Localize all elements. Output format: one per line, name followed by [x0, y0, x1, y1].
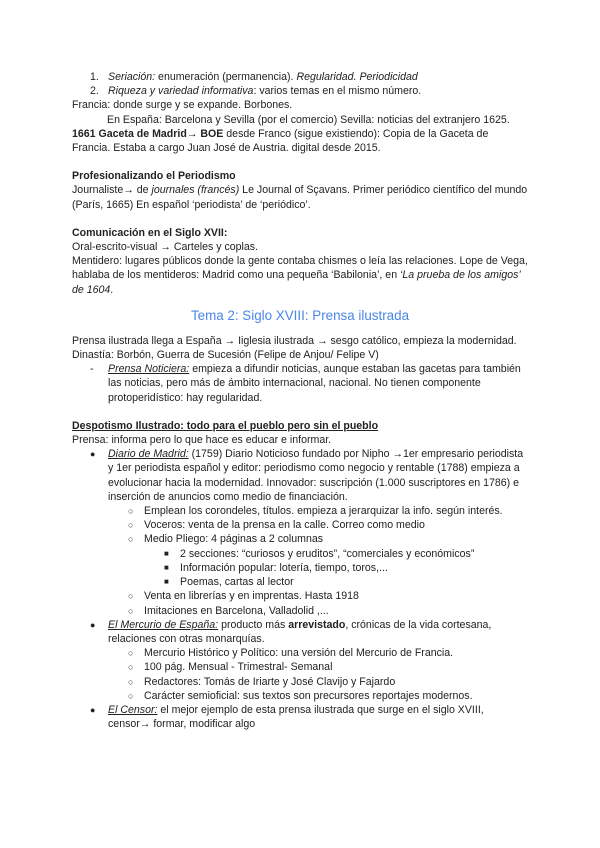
document-page	[72, 70, 528, 731]
text: Información popular: lotería, tiempo, toros,...	[180, 561, 388, 574]
term-prensa-noticiera: Prensa Noticiera:	[108, 363, 190, 376]
heading-profesionalizando: Profesionalizando el Periodismo	[72, 170, 236, 183]
sub-bullet	[72, 504, 528, 518]
text: Le Journal of Sçavans. Primer periódico científico del mundo (París, 1665) En español ‘periodista’ de ‘periódico’.	[72, 184, 528, 211]
term-riqueza: Riqueza y variedad informativa	[108, 85, 254, 98]
heading-comunicacion: Comunicación en el Siglo XVII:	[72, 226, 228, 239]
text: desde Franco (sigue existiendo): Copia de la Gaceta de Francia. Estaba a cargo Juan José de Austria. digital desde 2015.	[72, 127, 489, 155]
circle-bullet-icon: ○	[128, 591, 134, 602]
list-item	[72, 84, 528, 98]
term-diario-madrid: Diario de Madrid:	[108, 448, 189, 461]
boe: BOE	[200, 127, 224, 140]
bullet-dot-icon: ●	[90, 619, 96, 630]
text: Voceros: venta de la prensa en la calle. Correo como medio	[144, 519, 425, 532]
text: Journaliste→ de	[72, 184, 152, 197]
text: Poemas, cartas al lector	[180, 576, 294, 589]
circle-bullet-icon: ○	[128, 605, 134, 616]
bullet-censor	[72, 703, 528, 731]
circle-bullet-icon: ○	[128, 662, 134, 673]
text: el mejor ejemplo de esta prensa ilustrada que surge en el siglo XVIII, censor→ formar, modificar algo	[108, 703, 484, 731]
term-seriacion: Seriación:	[108, 71, 156, 83]
list-text: enumeración (permanencia).	[155, 71, 297, 83]
list-text: : varios temas en el mismo número.	[253, 85, 422, 98]
paragraph-espana	[72, 113, 528, 156]
text: Mentidero: lugares públicos donde la gente contaba chismes o leía las relaciones. Lope de Vega, hablaba de los mentideros: Madrid como una pequeña ‘Babilonia’, en	[72, 255, 528, 282]
paragraph-francia: Francia: donde surge y se expande. Borbones.	[72, 99, 293, 112]
sub-sub-bullet	[72, 575, 528, 589]
italic-text: ‘La prueba de los amigos’ de 1604	[72, 269, 521, 296]
text: Venta en librerías y en imprentas. Hasta 1918	[144, 590, 359, 603]
section-title: Tema 2: Siglo XVIII: Prensa ilustrada	[190, 307, 410, 323]
text: Mercurio Histórico y Político: una versión del Mercurio de Francia.	[144, 647, 454, 660]
heading-despotismo: Despotismo Ilustrado: todo para el pueblo pero sin el pueblo	[72, 419, 379, 432]
bullet-dot-icon: ●	[90, 704, 96, 715]
italic-text: journales (francés)	[151, 184, 240, 197]
bullet-diario-madrid	[72, 447, 528, 504]
paragraph-oral: Oral-escrito-visual → Carteles y coplas.	[72, 241, 259, 254]
paragraph-journaliste	[72, 183, 528, 211]
sub-bullet	[72, 689, 528, 703]
term-censor: El Censor:	[108, 703, 158, 716]
list-item	[72, 70, 528, 84]
bullet-mercurio	[72, 618, 528, 646]
text: Carácter semioficial: sus textos son precursores reportajes modernos.	[144, 689, 473, 702]
text: Medio Pliego: 4 páginas a 2 columnas	[144, 533, 324, 546]
sub-bullet	[72, 589, 528, 603]
paragraph-prensa-ilustrada: Prensa ilustrada llega a España → Iiglesia ilustrada → sesgo católico, empieza la modernidad. Dinastía: Borbón, Guerra de Sucesión (Felipe de Anjou/ Felipe V)	[72, 334, 517, 362]
text: , crónicas de la vida cortesana, relaciones con otras monarquías.	[108, 618, 492, 645]
dash-list-item	[72, 362, 528, 405]
sub-sub-bullet	[72, 561, 528, 575]
circle-bullet-icon: ○	[128, 648, 134, 659]
circle-bullet-icon: ○	[128, 690, 134, 701]
square-bullet-icon: ■	[164, 562, 169, 572]
sub-sub-bullet	[72, 547, 528, 561]
circle-bullet-icon: ○	[128, 520, 134, 531]
circle-bullet-icon: ○	[128, 534, 134, 545]
text: 2 secciones: “curiosos y eruditos”, “comerciales y económicos”	[180, 547, 475, 560]
square-bullet-icon: ■	[164, 548, 169, 558]
sub-bullet	[72, 675, 528, 689]
text: Imitaciones en Barcelona, Valladolid ,...	[144, 604, 329, 617]
sub-bullet	[72, 532, 528, 546]
list-number: 2.	[90, 85, 99, 98]
dash-marker: -	[90, 363, 94, 376]
gaceta-madrid: 1661 Gaceta de Madrid	[72, 127, 187, 140]
term-mercurio: El Mercurio de España:	[108, 618, 219, 631]
text: 100 pág. Mensual - Trimestral- Semanal	[144, 661, 333, 674]
circle-bullet-icon: ○	[128, 676, 134, 687]
paragraph-prensa-informa: Prensa: informa pero lo que hace es educar e informar.	[72, 434, 332, 447]
text: producto más	[218, 618, 289, 631]
bullet-dot-icon: ●	[90, 449, 96, 460]
text: .	[110, 283, 114, 296]
list-number: 1.	[90, 71, 99, 83]
sub-bullet	[72, 604, 528, 618]
bold-text: arrevistado	[288, 618, 346, 631]
sub-bullet	[72, 646, 528, 660]
paragraph-mentidero	[72, 254, 528, 297]
sub-bullet	[72, 660, 528, 674]
text: (1759) Diario Noticioso fundado por Nipho →1er empresario periodista y 1er periodista español y editor: periodismo como negocio y rentable (1788) empieza a evolucionar hacia la modernidad. Innovador: suscripción (1.000 suscriptores en 1786) e inserción de anuncios como medio de financiación.	[108, 448, 524, 503]
circle-bullet-icon: ○	[128, 506, 134, 517]
arrow: →	[186, 127, 201, 140]
numbered-list	[72, 70, 528, 98]
list-text-italic: Regularidad. Periodicidad	[296, 71, 418, 83]
sub-bullet	[72, 518, 528, 532]
text: Redactores: Tomás de Iriarte y José Clavijo y Fajardo	[144, 675, 396, 688]
text: Emplean los corondeles, títulos. empieza a jerarquizar la info. según interés.	[144, 505, 503, 518]
text: En España: Barcelona y Sevilla (por el comercio) Sevilla: noticias del extranjero 1625.	[107, 113, 510, 126]
text: empieza a difundir noticias, aunque estaban las gacetas para también las noticias, pero más de ámbito internacional, nacional. No tienen componente protoperidístico: hay regularidad.	[108, 363, 521, 404]
square-bullet-icon: ■	[164, 577, 169, 587]
